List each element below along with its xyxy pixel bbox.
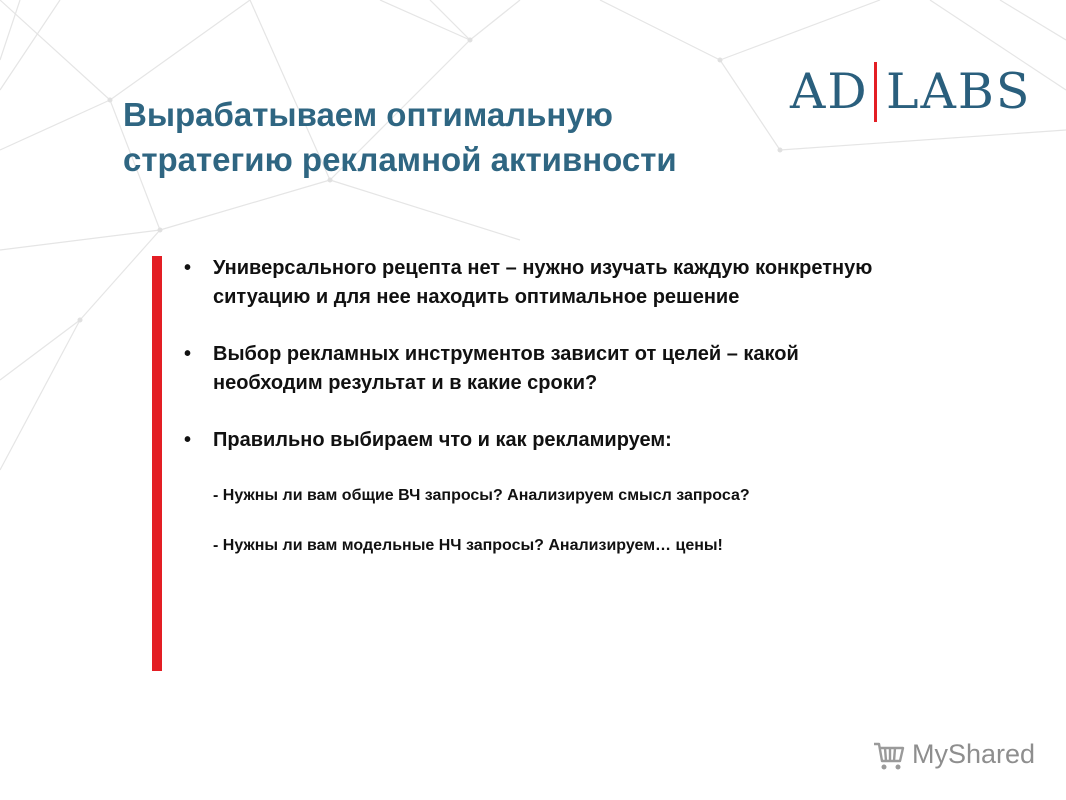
- slide-title-line-1: Вырабатываем оптимальную: [123, 96, 613, 133]
- bullet-marker: •: [184, 257, 192, 279]
- logo-text-right: LABS: [886, 63, 1032, 120]
- slide-content: [184, 254, 1024, 557]
- bullet-item: [184, 340, 1024, 398]
- bullet-item: [184, 426, 1024, 455]
- shopping-cart-icon: [872, 738, 906, 772]
- bullet-text-line: Выбор рекламных инструментов зависит от целей – какой: [213, 343, 799, 365]
- bullet-text-line: необходим результат и в какие сроки?: [213, 372, 598, 394]
- adlabs-logo: [790, 62, 1032, 122]
- red-accent-bar: [152, 256, 162, 671]
- myshared-watermark: [872, 734, 1042, 774]
- logo-text-left: AD: [790, 63, 869, 120]
- sub-item: - Нужны ли вам модельные НЧ запросы? Анализируем… цены!: [213, 537, 723, 554]
- bullet-text-line: Правильно выбираем что и как рекламируем:: [213, 429, 672, 451]
- logo-divider: [874, 62, 877, 122]
- slide-title: [123, 92, 677, 182]
- bullet-text-line: Универсального рецепта нет – нужно изучать каждую конкретную: [213, 257, 873, 279]
- bullet-marker: •: [184, 429, 192, 451]
- bullet-text-line: ситуацию и для нее находить оптимальное решение: [213, 286, 740, 308]
- sub-item: - Нужны ли вам общие ВЧ запросы? Анализируем смысл запроса?: [213, 487, 750, 504]
- slide-title-line-2: стратегию рекламной активности: [123, 141, 677, 178]
- bullet-marker: •: [184, 343, 192, 365]
- watermark-text: MyShared: [912, 739, 1036, 769]
- bullet-item: [184, 254, 1024, 312]
